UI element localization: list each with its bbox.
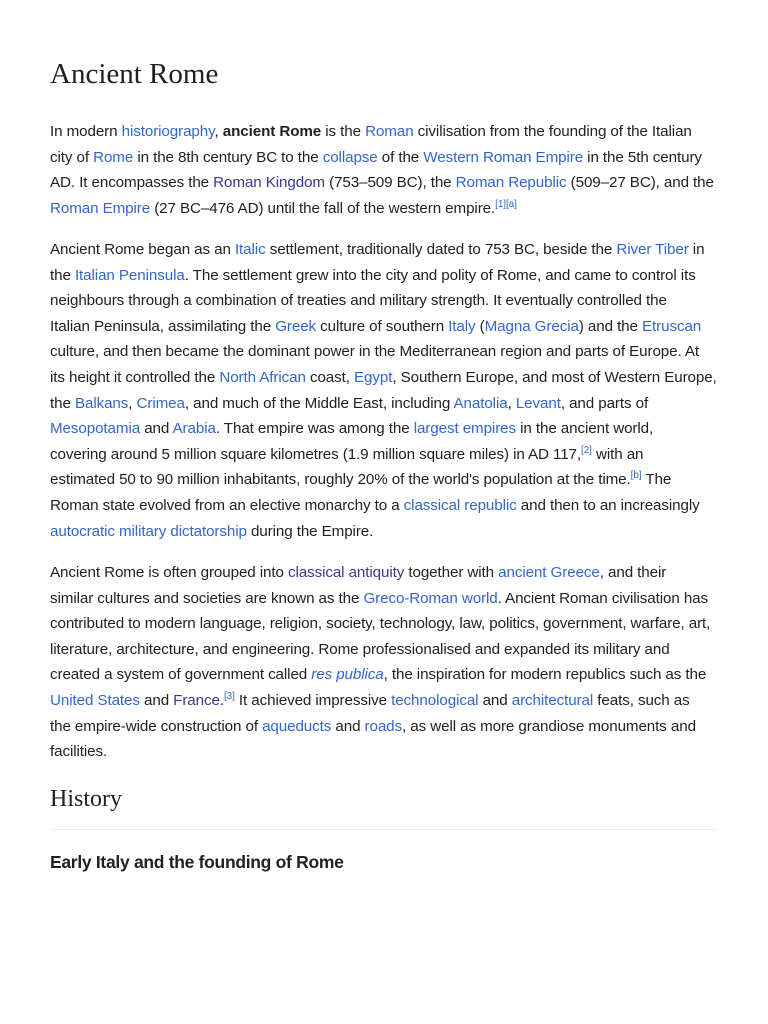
text-run: Ancient Rome is often grouped into: [50, 564, 288, 581]
text-run: and: [140, 420, 173, 438]
text-run: The: [641, 471, 672, 489]
citation-ref-b: [631, 470, 642, 481]
link-classical-republic[interactable]: classical republic: [403, 496, 517, 514]
link-western-roman-empire[interactable]: Western Roman Empire: [423, 148, 584, 166]
text-run: , and their: [599, 564, 667, 581]
link-crimea[interactable]: Crimea: [136, 394, 185, 412]
text-run: (753–509 BC), the: [324, 174, 456, 192]
ref-2[interactable]: [2]: [581, 444, 592, 456]
text-run: ) and the: [578, 317, 642, 335]
link-ancient-greece[interactable]: ancient Greece: [498, 564, 600, 581]
text-run: feats, such as: [593, 691, 690, 709]
paragraph-line: [50, 237, 718, 263]
text-run: In modern: [50, 123, 122, 140]
text-run: literature, architecture, and engineering. Rome professionalised and expanded its military and: [50, 640, 670, 658]
citation-ref-1a: [495, 199, 517, 210]
link-italic[interactable]: Italic: [234, 241, 266, 258]
link-collapse[interactable]: collapse: [322, 148, 378, 166]
text-run: and then to an increasingly: [516, 496, 700, 514]
link-roman-kingdom[interactable]: Roman Kingdom: [213, 174, 325, 192]
text-run: Roman state evolved from an elective monarchy to a: [50, 496, 404, 514]
paragraph-line: [50, 339, 718, 365]
text-run: contributed to modern language, religion, society, technology, law, politics, government, warfare, art,: [50, 615, 711, 633]
paragraph-line: [50, 263, 718, 289]
text-run: neighbours through a combination of treaties and military strength. It eventually controlled the: [50, 292, 667, 310]
text-run: coast,: [305, 368, 354, 386]
paragraph-line: [50, 739, 718, 765]
link-roads[interactable]: roads: [364, 717, 403, 735]
link-roman-republic[interactable]: Roman Republic: [455, 174, 567, 192]
link-rome[interactable]: Rome: [93, 148, 134, 166]
link-roman[interactable]: Roman: [365, 123, 414, 140]
paragraph-line: [50, 467, 718, 493]
intro-paragraph-2: [50, 237, 718, 544]
link-arabia[interactable]: Arabia: [172, 420, 216, 438]
text-run: culture of southern: [316, 317, 449, 335]
text-run: during the Empire.: [246, 522, 374, 540]
link-greek[interactable]: Greek: [275, 317, 317, 335]
link-greco-roman-world[interactable]: Greco-Roman world: [363, 589, 498, 607]
intro-paragraph-1: [50, 119, 718, 221]
text-run: . The settlement grew into the city and polity of Rome, and came to control its: [184, 266, 696, 284]
link-classical-antiquity[interactable]: classical antiquity: [287, 564, 405, 581]
text-run: the: [50, 266, 75, 284]
link-etruscan[interactable]: Etruscan: [642, 317, 702, 335]
paragraph-line: [50, 170, 718, 196]
text-run: (509–27 BC), and the: [566, 174, 714, 192]
text-run: similar cultures and societies are known as the: [50, 589, 364, 607]
text-run: .: [219, 691, 224, 709]
text-run: AD. It encompasses the: [50, 174, 214, 192]
text-run: and: [478, 691, 512, 709]
paragraph-line: [50, 519, 718, 545]
link-river-tiber[interactable]: River Tiber: [616, 241, 689, 258]
text-run: . Ancient Roman civilisation has: [497, 589, 709, 607]
text-run: created a system of government called: [50, 666, 312, 684]
link-technological[interactable]: technological: [391, 691, 479, 709]
paragraph-line: [50, 196, 718, 222]
text-run: culture, and then became the dominant power in the Mediterranean region and parts of Europe. At: [50, 343, 700, 361]
link-historiography[interactable]: historiography: [121, 123, 215, 140]
text-run: , and parts of: [560, 394, 649, 412]
link-italian-peninsula[interactable]: Italian Peninsula: [74, 266, 185, 284]
text-run: in the ancient world,: [516, 420, 654, 438]
text-run: Italian Peninsula, assimilating the: [50, 317, 276, 335]
text-run: , as well as more grandiose monuments and: [402, 717, 696, 735]
paragraph-line: [50, 493, 718, 519]
link-france[interactable]: France: [173, 691, 220, 709]
paragraph-line: [50, 314, 718, 340]
link-largest-empires[interactable]: largest empires: [413, 420, 517, 438]
citation-ref-2: [581, 445, 592, 456]
link-res-publica[interactable]: res publica: [311, 666, 384, 684]
paragraph-line: [50, 391, 718, 417]
text-run: civilisation from the founding of the Italian: [413, 123, 692, 140]
page-title: Ancient Rome: [50, 58, 219, 90]
link-magna-grecia[interactable]: Magna Grecia: [484, 317, 579, 335]
paragraph-line: [50, 714, 718, 740]
text-run: in the 5th century: [583, 148, 702, 166]
paragraph-line: [50, 637, 718, 663]
paragraph-line: [50, 662, 718, 688]
ref-3[interactable]: [3]: [223, 690, 235, 702]
intro-paragraph-3: [50, 560, 718, 765]
text-run: ,: [128, 394, 137, 412]
text-run: , and much of the Middle East, including: [184, 394, 454, 412]
text-run: (: [475, 317, 485, 335]
link-anatolia[interactable]: Anatolia: [453, 394, 508, 412]
link-north-african[interactable]: North African: [219, 368, 306, 386]
text-run: covering around 5 million square kilometres (1.9 million square miles) in AD 117,: [50, 445, 582, 463]
text-run: estimated 50 to 90 million inhabitants, roughly 20% of the world's population at the time.: [50, 471, 631, 489]
text-run: is the: [321, 123, 366, 140]
text-run: facilities.: [50, 743, 108, 761]
paragraph-line: [50, 442, 718, 468]
text-run: Ancient Rome began as an: [50, 241, 235, 258]
paragraph-line: [50, 688, 718, 714]
link-autocratic-military-dictatorship[interactable]: autocratic military dictatorship: [50, 522, 247, 540]
text-run: of the: [377, 148, 424, 166]
link-balkans[interactable]: Balkans: [74, 394, 129, 412]
subsection-heading-early-italy: Early Italy and the founding of Rome: [50, 852, 344, 872]
text-run: in the 8th century BC to the: [133, 148, 323, 166]
paragraph-line: [50, 365, 718, 391]
link-aqueducts[interactable]: aqueducts: [262, 717, 332, 735]
link-levant[interactable]: Levant: [515, 394, 561, 412]
paragraph-line: [50, 119, 718, 145]
text-run: ,: [214, 123, 223, 140]
section-divider: [50, 829, 718, 830]
paragraph-line: [50, 611, 718, 637]
link-united-states[interactable]: United States: [50, 691, 140, 709]
bold-term: ancient Rome: [222, 123, 322, 140]
ref-1a[interactable]: [1][a]: [495, 198, 517, 210]
text-run: its height it controlled the: [50, 368, 220, 386]
text-run: settlement, traditionally dated to 753 BC, beside the: [265, 241, 617, 258]
text-run: and: [331, 717, 365, 735]
paragraph-line: [50, 288, 718, 314]
text-run: in: [688, 241, 705, 258]
paragraph-line: [50, 145, 718, 171]
text-run: with an: [591, 445, 644, 463]
ref-b[interactable]: [b]: [630, 470, 642, 482]
link-mesopotamia[interactable]: Mesopotamia: [50, 420, 141, 438]
text-run: . That empire was among the: [215, 420, 414, 438]
text-run: It achieved impressive: [234, 691, 392, 709]
link-roman-empire[interactable]: Roman Empire: [50, 199, 151, 217]
text-run: and: [139, 691, 174, 709]
text-run: together with: [404, 564, 499, 581]
text-run: , the inspiration for modern republics such as the: [383, 666, 707, 684]
text-run: the: [50, 394, 75, 412]
text-run: ,: [507, 394, 516, 412]
citation-ref-3: [224, 691, 235, 702]
text-run: , Southern Europe, and most of Western Europe,: [392, 368, 717, 386]
text-run: city of: [50, 148, 94, 166]
section-heading-history: History: [50, 786, 122, 812]
text-run: (27 BC–476 AD) until the fall of the western empire.: [150, 199, 496, 217]
link-architectural[interactable]: architectural: [511, 691, 594, 709]
link-egypt[interactable]: Egypt: [354, 368, 393, 386]
paragraph-line: [50, 560, 718, 586]
paragraph-line: [50, 586, 718, 612]
link-italy[interactable]: Italy: [448, 317, 476, 335]
text-run: the empire-wide construction of: [50, 717, 263, 735]
paragraph-line: [50, 416, 718, 442]
